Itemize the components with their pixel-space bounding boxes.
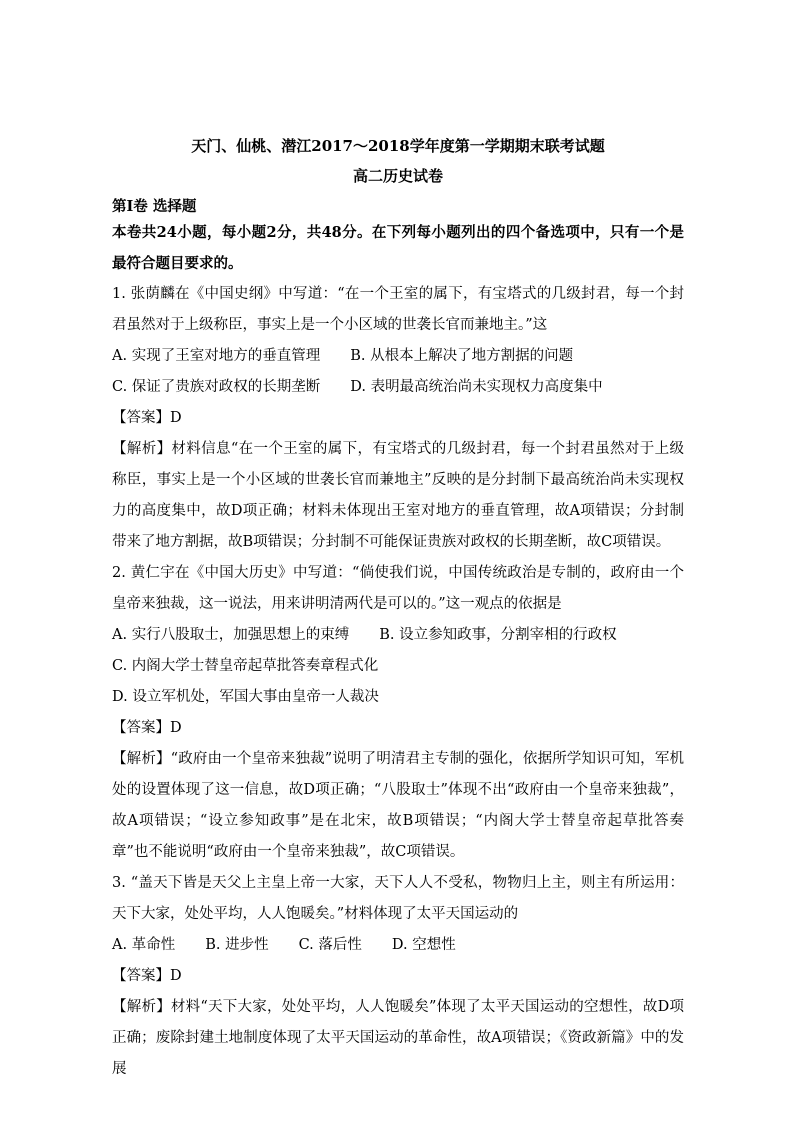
question-options — [112, 341, 684, 372]
analysis: 【解析】材料“天下大家，处处平均，人人饱暖矣”体现了太平天国运动的空想性，故D项正确；废除封建土地制度体现了太平天国运动的革命性，故A项错误；《资政新篇》中的发展 — [112, 999, 684, 1077]
option-c: C. 保证了贵族对政权的长期垄断 — [112, 379, 321, 395]
instructions: 本卷共24小题，每小题2分，共48分。在下列每小题列出的四个备选项中，只有一个是最符合题目要求的。 — [112, 224, 684, 272]
option-d: D. 表明最高统治尚未实现权力高度集中 — [350, 379, 603, 395]
question-stem: 1. 张荫麟在《中国史纲》中写道：“在一个王室的属下，有宝塔式的几级封君，每一个封君虽然对于上级称臣，事实上是一个小区域的世袭长官而兼地主。”这 — [112, 286, 684, 333]
analysis: 【解析】材料信息“在一个王室的属下，有宝塔式的几级封君，每一个封君虽然对于上级称臣，事实上是一个小区域的世袭长官而兼地主”反映的是分封制下最高统治尚未实现权力的高度集中，故D项正确；材料未体现出王室对地方的垂直管理，故A项错误；分封制带来了地方割据，故B项错误；分封制不可能保证贵族对政权的长期垄断，故C项错误。 — [112, 441, 684, 550]
question-1 — [112, 279, 684, 558]
option-a: A. 实现了王室对地方的垂直管理 — [112, 348, 321, 364]
analysis: 【解析】“政府由一个皇帝来独裁”说明了明清君主专制的强化，依据所学知识可知，军机处的设置体现了这一信息，故D项正确；“八股取士”体现不出“政府由一个皇帝来独裁”，故A项错误；“设立参知政事”是在北宋，故B项错误；“内阁大学士替皇帝起草批答奏章”也不能说明“政府由一个皇帝来独裁”，故C项错误。 — [112, 751, 684, 860]
question-stem: 2. 黄仁宇在《中国大历史》中写道：“倘使我们说，中国传统政治是专制的，政府由一个皇帝来独裁，这一说法，用来讲明清两代是可以的。”这一观点的依据是 — [112, 565, 684, 612]
question-options — [112, 372, 684, 403]
option-b: B. 进步性 — [205, 937, 269, 953]
exam-title: 天门、仙桃、潜江2017～2018学年度第一学期期末联考试题 — [191, 137, 605, 155]
option-a: A. 实行八股取士，加强思想上的束缚 — [112, 627, 350, 643]
question-stem: 3. “盖天下皆是天父上主皇上帝一大家，天下人人不受私，物物归上主，则主有所运用：天下大家，处处平均，人人饱暖矣。”材料体现了太平天国运动的 — [112, 875, 684, 922]
section-title: 第Ⅰ卷 选择题 — [112, 198, 197, 215]
question-options — [112, 651, 684, 713]
answer: 【答案】D — [112, 968, 182, 984]
option-d: D. 设立军机处，军国大事由皇帝一人裁决 — [112, 689, 379, 705]
question-options — [112, 930, 684, 961]
option-b: B. 从根本上解决了地方割据的问题 — [350, 348, 574, 364]
option-c: C. 落后性 — [298, 937, 362, 953]
option-b: B. 设立参知政事，分割宰相的行政权 — [379, 627, 617, 643]
option-c: C. 内阁大学士替皇帝起草批答奏章程式化 — [112, 658, 379, 674]
question-options — [112, 620, 684, 651]
question-3 — [112, 868, 684, 1085]
question-2 — [112, 558, 684, 868]
option-a: A. 革命性 — [112, 937, 176, 953]
answer: 【答案】D — [112, 720, 182, 736]
exam-page — [112, 128, 684, 1085]
option-d: D. 空想性 — [391, 937, 456, 953]
answer: 【答案】D — [112, 410, 182, 426]
exam-subtitle: 高二历史试卷 — [352, 167, 443, 185]
